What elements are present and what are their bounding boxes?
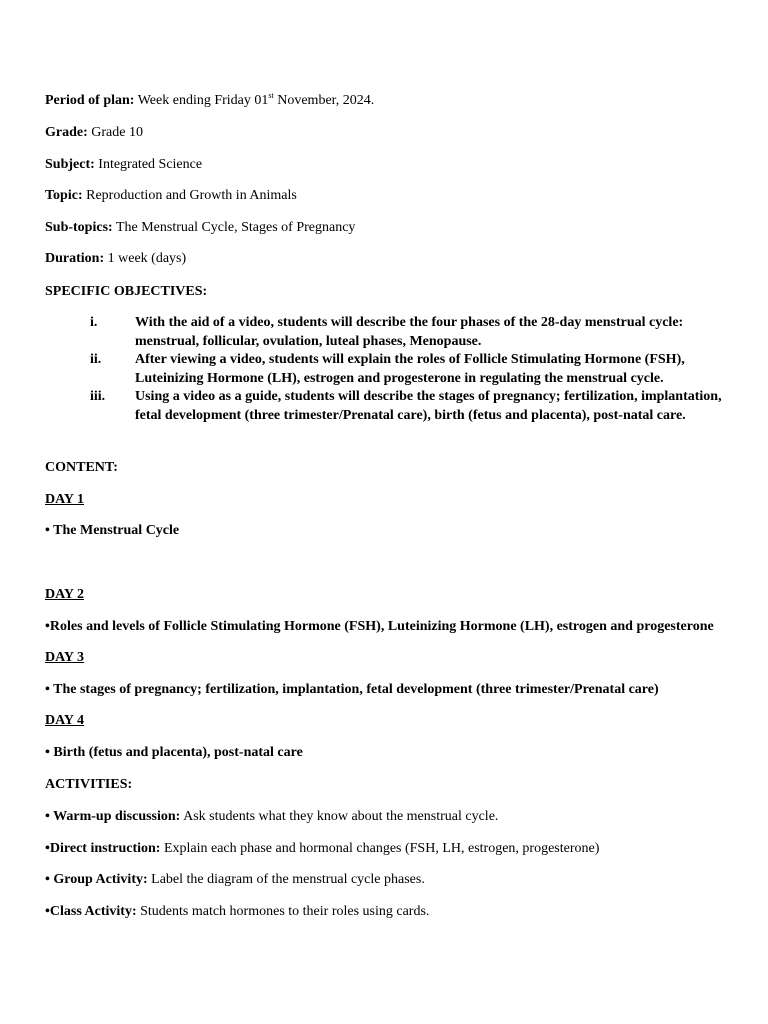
objective-number: i.: [90, 315, 98, 330]
activities-heading: ACTIVITIES:: [45, 777, 133, 792]
activity-item: [45, 903, 429, 921]
activity-label: • Warm-up discussion:: [45, 809, 181, 824]
objective-number: iii.: [90, 389, 106, 404]
objectives-heading: SPECIFIC OBJECTIVES:: [45, 284, 208, 299]
subject-line: [45, 156, 202, 174]
objective-text: With the aid of a video, students will describe the four phases of the 28-day menstrual cycle: menstrual, follicular, ovulation, luteal phases, Menopause.: [135, 315, 684, 349]
subtopics-line: [45, 219, 355, 237]
period-value-end: November, 2024.: [273, 93, 375, 108]
period-label: Period of plan:: [45, 93, 135, 108]
topic-value: Reproduction and Growth in Animals: [86, 188, 297, 203]
activity-text: Students match hormones to their roles using cards.: [136, 904, 430, 919]
activity-text: Ask students what they know about the menstrual cycle.: [180, 809, 499, 824]
objective-text: Using a video as a guide, students will describe the stages of pregnancy; fertilization, implantation, fetal development (three trimester/Prenatal care), birth (fetus and placenta), post-natal care.: [135, 389, 722, 423]
day-label: DAY 2: [45, 587, 85, 602]
period-value-main: Week ending Friday 01: [137, 93, 269, 108]
day-content-item: •Roles and levels of Follicle Stimulating Hormone (FSH), Luteinizing Hormone (LH), estrogen and progesterone: [45, 619, 714, 634]
subject-label: Subject:: [45, 157, 95, 172]
content-heading: CONTENT:: [45, 460, 118, 475]
topic-label: Topic:: [45, 188, 83, 203]
topic-line: [45, 187, 297, 205]
period-line: [45, 92, 374, 110]
activity-item: [45, 808, 498, 826]
subtopics-label: Sub-topics:: [45, 220, 113, 235]
day-content-item: • Birth (fetus and placenta), post-natal care: [45, 745, 303, 760]
activity-text: Explain each phase and hormonal changes (FSH, LH, estrogen, progesterone): [160, 841, 600, 856]
day-content-item: • The Menstrual Cycle: [45, 523, 180, 538]
activity-item: [45, 871, 425, 889]
subject-value: Integrated Science: [98, 157, 203, 172]
duration-line: [45, 250, 186, 268]
duration-label: Duration:: [45, 251, 105, 266]
period-value-sup: st: [268, 91, 274, 100]
subtopics-value: The Menstrual Cycle, Stages of Pregnancy: [115, 220, 356, 235]
day-label: DAY 1: [45, 492, 85, 507]
activity-label: •Direct instruction:: [45, 841, 161, 856]
period-value: [138, 93, 375, 108]
day-label: DAY 4: [45, 713, 85, 728]
day-content-item: • The stages of pregnancy; fertilization, implantation, fetal development (three trimester/Prenatal care): [45, 682, 659, 697]
objective-text: After viewing a video, students will explain the roles of Follicle Stimulating Hormone (FSH), Luteinizing Hormone (LH), estrogen and progesterone in regulating the menstrual cycle.: [135, 352, 685, 386]
activity-text: Label the diagram of the menstrual cycle phases.: [147, 872, 425, 887]
duration-value: 1 week (days): [107, 251, 187, 266]
activity-label: • Group Activity:: [45, 872, 148, 887]
objective-number: ii.: [90, 352, 102, 367]
activity-label: •Class Activity:: [45, 904, 137, 919]
day-label: DAY 3: [45, 650, 85, 665]
grade-line: [45, 124, 143, 142]
grade-label: Grade:: [45, 125, 88, 140]
activity-item: [45, 840, 599, 858]
grade-value: Grade 10: [91, 125, 143, 140]
